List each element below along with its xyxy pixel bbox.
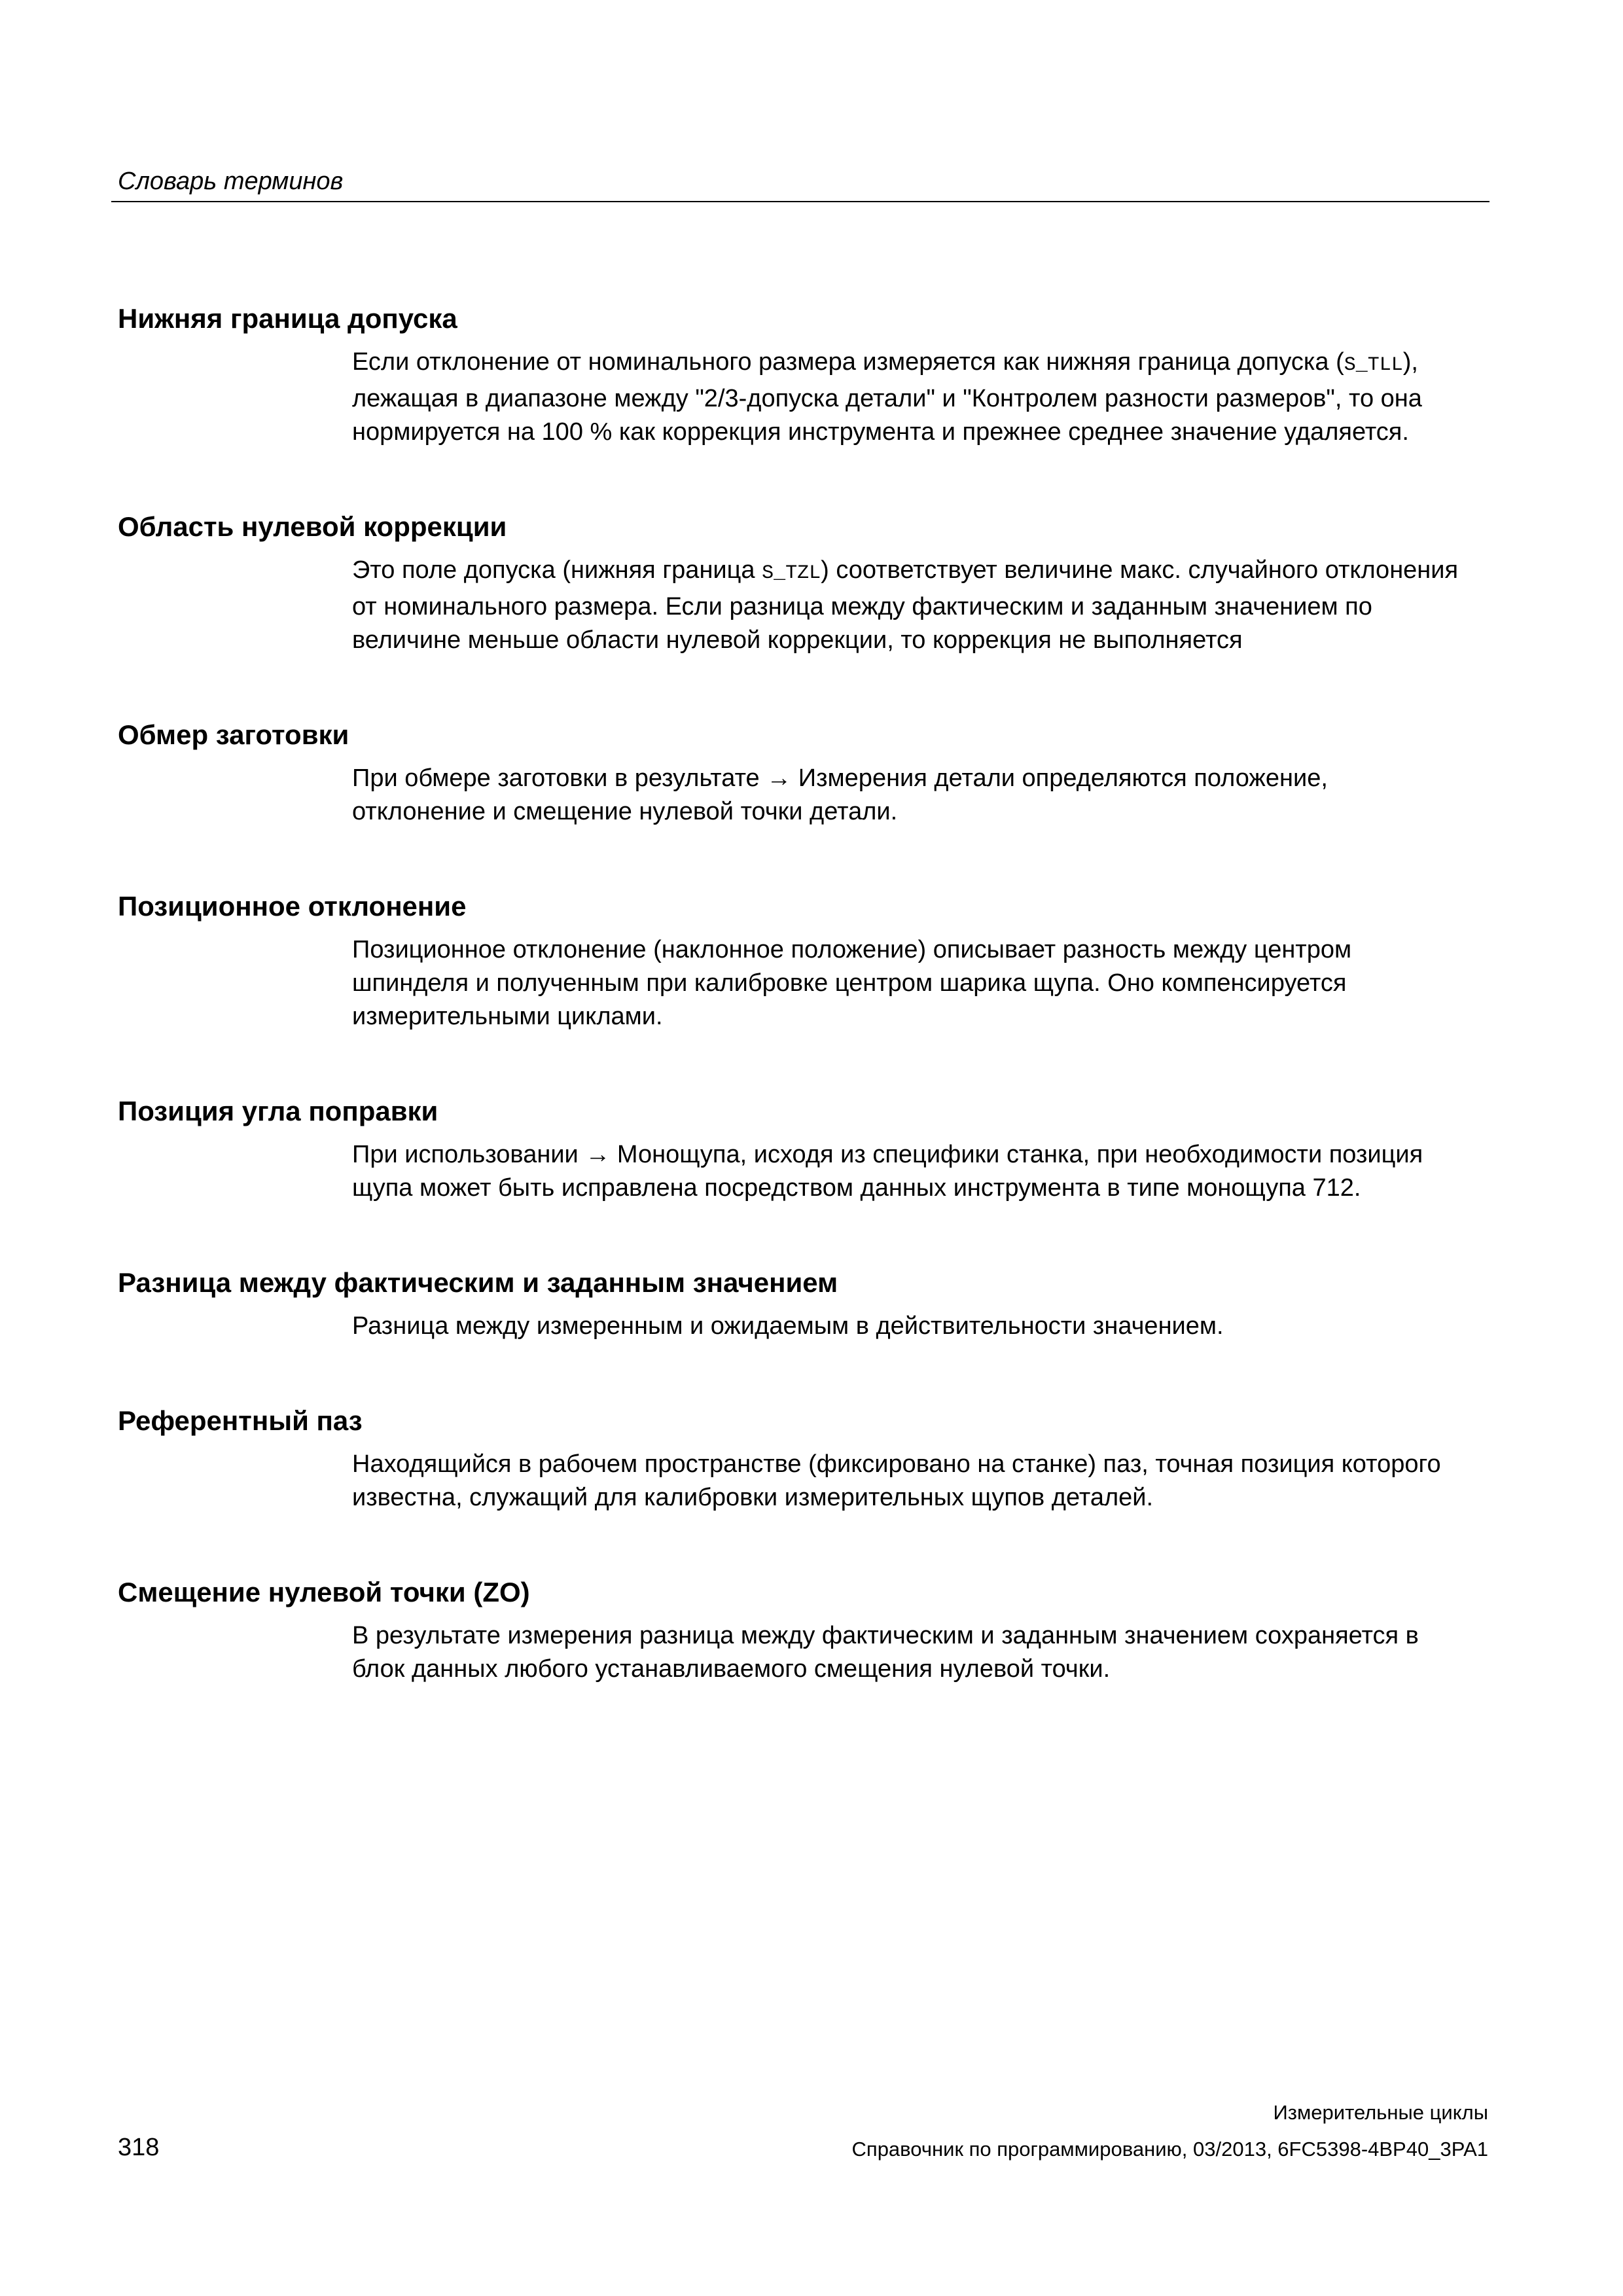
- definition-text: ), лежащая в диапазоне между "2/3-допуска детали" и "Контролем разности размеров", то она нормируется на 100 % как коррекция инструмента и прежнее среднее значение удаляется.: [352, 348, 1429, 446]
- running-header: Словарь терминов: [118, 168, 344, 195]
- footer-reference: Справочник по программированию, 03/2013, 6FC5398-4BP40_3PA1: [851, 2138, 1488, 2161]
- glossary-entry: [118, 1575, 1466, 1686]
- definition-text: При использовании → Монощупа, исходя из специфики станка, при необходимости позиция щупа может быть исправлена посредством данных инструмента в типе монощупа 712.: [352, 1141, 1430, 1202]
- term-heading: Нижняя граница допуска: [118, 303, 457, 334]
- glossary-entry: [118, 509, 1466, 657]
- term-heading: Обмер заготовки: [118, 719, 349, 750]
- glossary-entry: [118, 889, 1466, 1033]
- definition-text: Разница между измеренным и ожидаемым в действительности значением.: [352, 1312, 1224, 1340]
- glossary-entry: [118, 717, 1466, 829]
- parameter-name: S_TZL: [762, 562, 821, 584]
- definition-text: Если отклонение от номинального размера измеряется как нижняя граница допуска (: [352, 348, 1344, 376]
- term-definition: [352, 762, 1466, 829]
- term-heading: Позиционное отклонение: [118, 891, 467, 922]
- definition-text: ) соответствует величине макс. случайного отклонения от номинального размера. Если разница между фактическим и заданным значением по величине меньше области нулевой коррекции, то коррекция не выполняется: [352, 556, 1465, 654]
- definition-text: В результате измерения разница между фактическим и заданным значением сохраняется в блок данных любого устанавливаемого смещения нулевой точки.: [352, 1622, 1426, 1683]
- term-heading: Позиция угла поправки: [118, 1096, 438, 1126]
- term-definition: [352, 1619, 1466, 1686]
- header-divider: [111, 201, 1489, 202]
- term-definition: [352, 1448, 1466, 1515]
- footer-book-title: Измерительные циклы: [1273, 2101, 1488, 2124]
- definition-text: Это поле допуска (нижняя граница: [352, 556, 762, 584]
- glossary-list: [118, 301, 1466, 1686]
- glossary-entry: [118, 301, 1466, 449]
- definition-text: Позиционное отклонение (наклонное положение) описывает разность между центром шпинделя и полученным при калибровке центром шарика щупа. Оно компенсируется измерительными циклами.: [352, 936, 1359, 1030]
- glossary-entry: [118, 1094, 1466, 1205]
- page-number: 318: [118, 2134, 160, 2161]
- term-heading: Референтный паз: [118, 1405, 363, 1436]
- term-heading: Разница между фактическим и заданным значением: [118, 1267, 838, 1298]
- term-definition: [352, 346, 1466, 449]
- term-definition: [352, 933, 1466, 1033]
- term-heading: Область нулевой коррекции: [118, 511, 507, 542]
- term-heading: Смещение нулевой точки (ZO): [118, 1577, 530, 1607]
- definition-text: При обмере заготовки в результате → Измерения детали определяются положение, отклонение и смещение нулевой точки детали.: [352, 764, 1335, 825]
- term-definition: [352, 1310, 1466, 1343]
- definition-text: Находящийся в рабочем пространстве (фиксировано на станке) паз, точная позиция которого известна, служащий для калибровки измерительных щупов деталей.: [352, 1450, 1448, 1511]
- glossary-entry: [118, 1403, 1466, 1515]
- term-definition: [352, 1138, 1466, 1205]
- glossary-entry: [118, 1265, 1466, 1343]
- parameter-name: S_TLL: [1344, 354, 1403, 376]
- term-definition: [352, 554, 1466, 657]
